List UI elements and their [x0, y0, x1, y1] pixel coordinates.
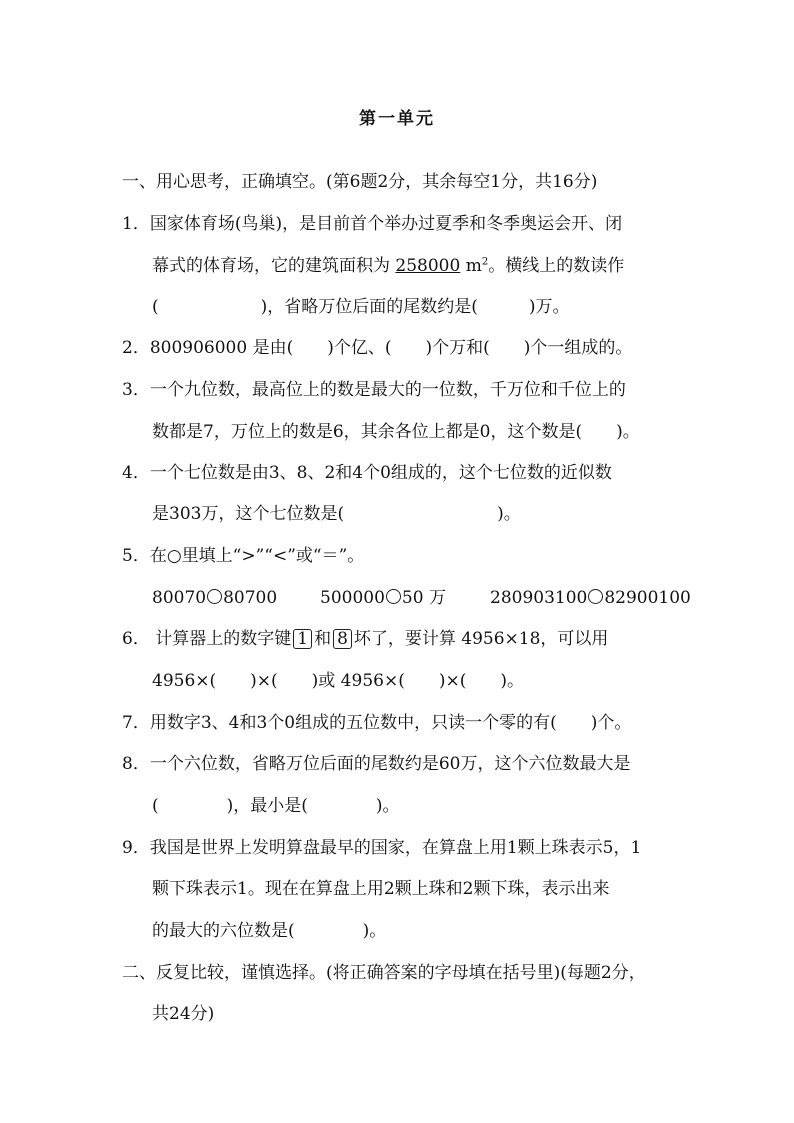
q4-number: 4．: [122, 463, 150, 483]
q3-line2: 数都是7，万位上的数是6，其余各位上都是0，这个数是( )。: [152, 422, 640, 442]
q5-line1: [122, 545, 364, 567]
q1-line2: [152, 255, 624, 277]
q4-text1: 一个七位数是由3、8、2和4个0组成的，这个七位数的近似数: [149, 463, 612, 483]
q9-line3: 的最大的六位数是( )。: [152, 921, 387, 941]
compare-circle[interactable]: [207, 589, 222, 604]
q8-line1: [122, 753, 630, 775]
page-title: 第一单元: [359, 109, 435, 129]
section2-header-line2: 共24分): [152, 1004, 215, 1024]
compare-3-left: 280903100: [490, 588, 588, 608]
compare-1-right: 80700: [223, 588, 278, 608]
area-unit: m: [465, 256, 482, 276]
q1-line3: ( )，省略万位后面的尾数约是( )万。: [152, 297, 570, 317]
q5-compare-2: [320, 587, 446, 609]
compare-1-left: 80070: [152, 588, 207, 608]
q7-text: 用数字3、4和3个0组成的五位数中，只读一个零的有( )个。: [149, 713, 632, 733]
calculator-key-1: 1: [293, 629, 312, 649]
q5-compare-3: [490, 587, 691, 609]
q6-line2: 4956×( )×( )或 4956×( )×( )。: [152, 671, 524, 691]
q6-text1a: 计算器上的数字键: [155, 629, 292, 649]
section1-header: 一、用心思考，正确填空。(第6题2分，其余每空1分，共16分): [122, 172, 598, 192]
area-number: 258000: [395, 256, 461, 276]
compare-2-left: 500000: [320, 588, 385, 608]
calculator-key-8: 8: [333, 629, 352, 649]
q7-number: 7．: [122, 713, 150, 733]
q1-line1: [122, 213, 622, 235]
compare-3-right: 82900100: [604, 588, 691, 608]
q7-line: [122, 712, 631, 734]
section2-header-line1: 二、反复比较，谨慎选择。(将正确答案的字母填在括号里)(每题2分，: [122, 963, 646, 983]
q9-text1: 我国是世界上发明算盘最早的国家，在算盘上用1颗上珠表示5，1: [149, 838, 642, 858]
area-unit-exponent: 2: [481, 256, 489, 268]
q9-number: 9．: [122, 838, 150, 858]
q1-text2b: 。横线上的数读作: [488, 256, 625, 276]
q5-number: 5．: [122, 546, 150, 566]
q2-number: 2．: [122, 338, 150, 358]
q6-line1: [122, 628, 608, 650]
q1-text1: 国家体育场(鸟巢)，是目前首个举办过夏季和冬季奥运会开、闭: [149, 214, 623, 234]
q5-text: 在○里填上“>”“<”或“＝”。: [149, 546, 365, 566]
q8-text1: 一个六位数，省略万位后面的尾数约是60万，这个六位数最大是: [149, 754, 631, 774]
compare-circle[interactable]: [588, 589, 603, 604]
q9-line2: 颗下珠表示1。现在在算盘上用2颗上珠和2颗下珠，表示出来: [152, 879, 610, 899]
q5-compare-1: [152, 587, 277, 609]
q8-number: 8．: [122, 754, 150, 774]
q3-text1: 一个九位数，最高位上的数是最大的一位数，千万位和千位上的: [149, 380, 626, 400]
q6-text1b: 和: [314, 629, 332, 649]
q4-line2: 是303万，这个七位数是( )。: [152, 504, 521, 524]
q1-text2a: 幕式的体育场，它的建筑面积为: [152, 256, 390, 276]
q2-line: [122, 337, 632, 359]
q1-number: 1．: [122, 214, 150, 234]
compare-2-right: 50 万: [401, 588, 446, 608]
q8-line2: ( )，最小是( )。: [152, 796, 400, 816]
q3-line1: [122, 379, 626, 401]
q6-text1c: 坏了，要计算 4956×18，可以用: [353, 629, 609, 649]
compare-circle[interactable]: [386, 589, 401, 604]
q6-number: 6．: [122, 629, 150, 649]
q2-text: 800906000 是由( )个亿、( )个万和( )个一组成的。: [149, 338, 633, 358]
q3-number: 3．: [122, 380, 150, 400]
q9-line1: [122, 837, 641, 859]
q4-line1: [122, 462, 612, 484]
